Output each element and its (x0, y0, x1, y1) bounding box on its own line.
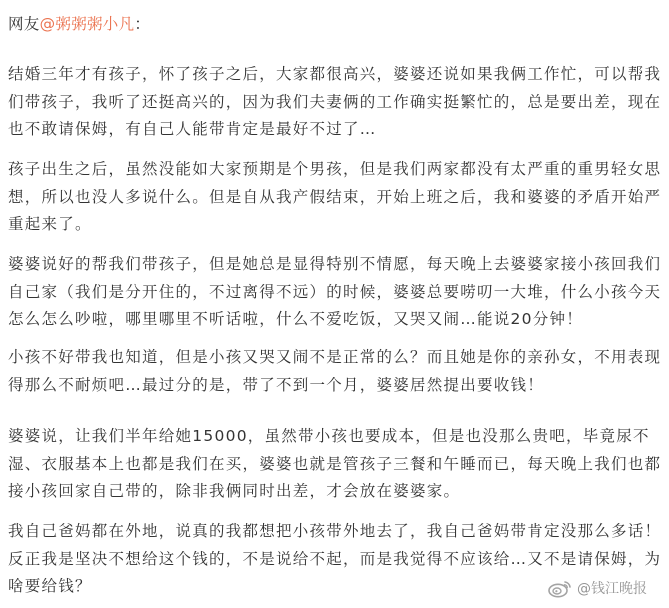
watermark-text: @钱江晚报 (577, 581, 647, 597)
header-prefix: 网友 (8, 15, 40, 33)
paragraph-3: 婆婆说好的帮我们带孩子，但是她总是显得特别不情愿，每天晚上去婆婆家接小孩回我们自己家（我们是分开住的，不过离得不远）的时候，婆婆总要唠叨一大堆，什么小孩今天怎么怎么吵啦，哪里哪里不听话啦，什么不爱吃饭，又哭又闹…能说20分钟！ (8, 255, 662, 328)
paragraph-4: 小孩不好带我也知道，但是小孩又哭又闹不是正常的么？而且她是你的亲孙女，不用表现得那么不耐烦吧…最过分的是，带了不到一个月，婆婆居然提出要收钱！ (8, 348, 662, 394)
post-header (8, 12, 150, 36)
paragraph-2: 孩子出生之后，虽然没能如大家预期是个男孩，但是我们两家都没有太严重的重男轻女思想，所以也没人多说什么。但是自从我产假结束，开始上班之后，我和婆婆的矛盾开始严重起来了。 (8, 160, 662, 233)
weibo-logo-icon (548, 578, 572, 598)
paragraph-6: 我自己爸妈都在外地，说真的我都想把小孩带外地去了，我自己爸妈带肯定没那么多话！反正我是坚决不想给这个钱的，不是说给不起，而是我觉得不应该给…又不是请保姆，为啥要给钱？ (8, 522, 662, 595)
source-watermark (548, 578, 647, 598)
header-suffix: ： (134, 15, 151, 33)
paragraph-5: 婆婆说，让我们半年给她15000，虽然带小孩也要成本，但是也没那么贵吧，毕竟尿不湿、衣服基本上也都是我们在买，婆婆也就是管孩子三餐和午睡而已，每天晚上我们也都接小孩回家自己带的，除非我俩同时出差，才会放在婆婆家。 (8, 427, 662, 500)
user-mention-link[interactable]: @粥粥粥小凡 (39, 15, 135, 33)
paragraph-1: 结婚三年才有孩子，怀了孩子之后，大家都很高兴，婆婆还说如果我俩工作忙，可以帮我们带孩子，我听了还挺高兴的，因为我们夫妻俩的工作确实挺繁忙的，总是要出差，现在也不敢请保姆，有自己人能带肯定是最好不过了… (8, 65, 662, 138)
